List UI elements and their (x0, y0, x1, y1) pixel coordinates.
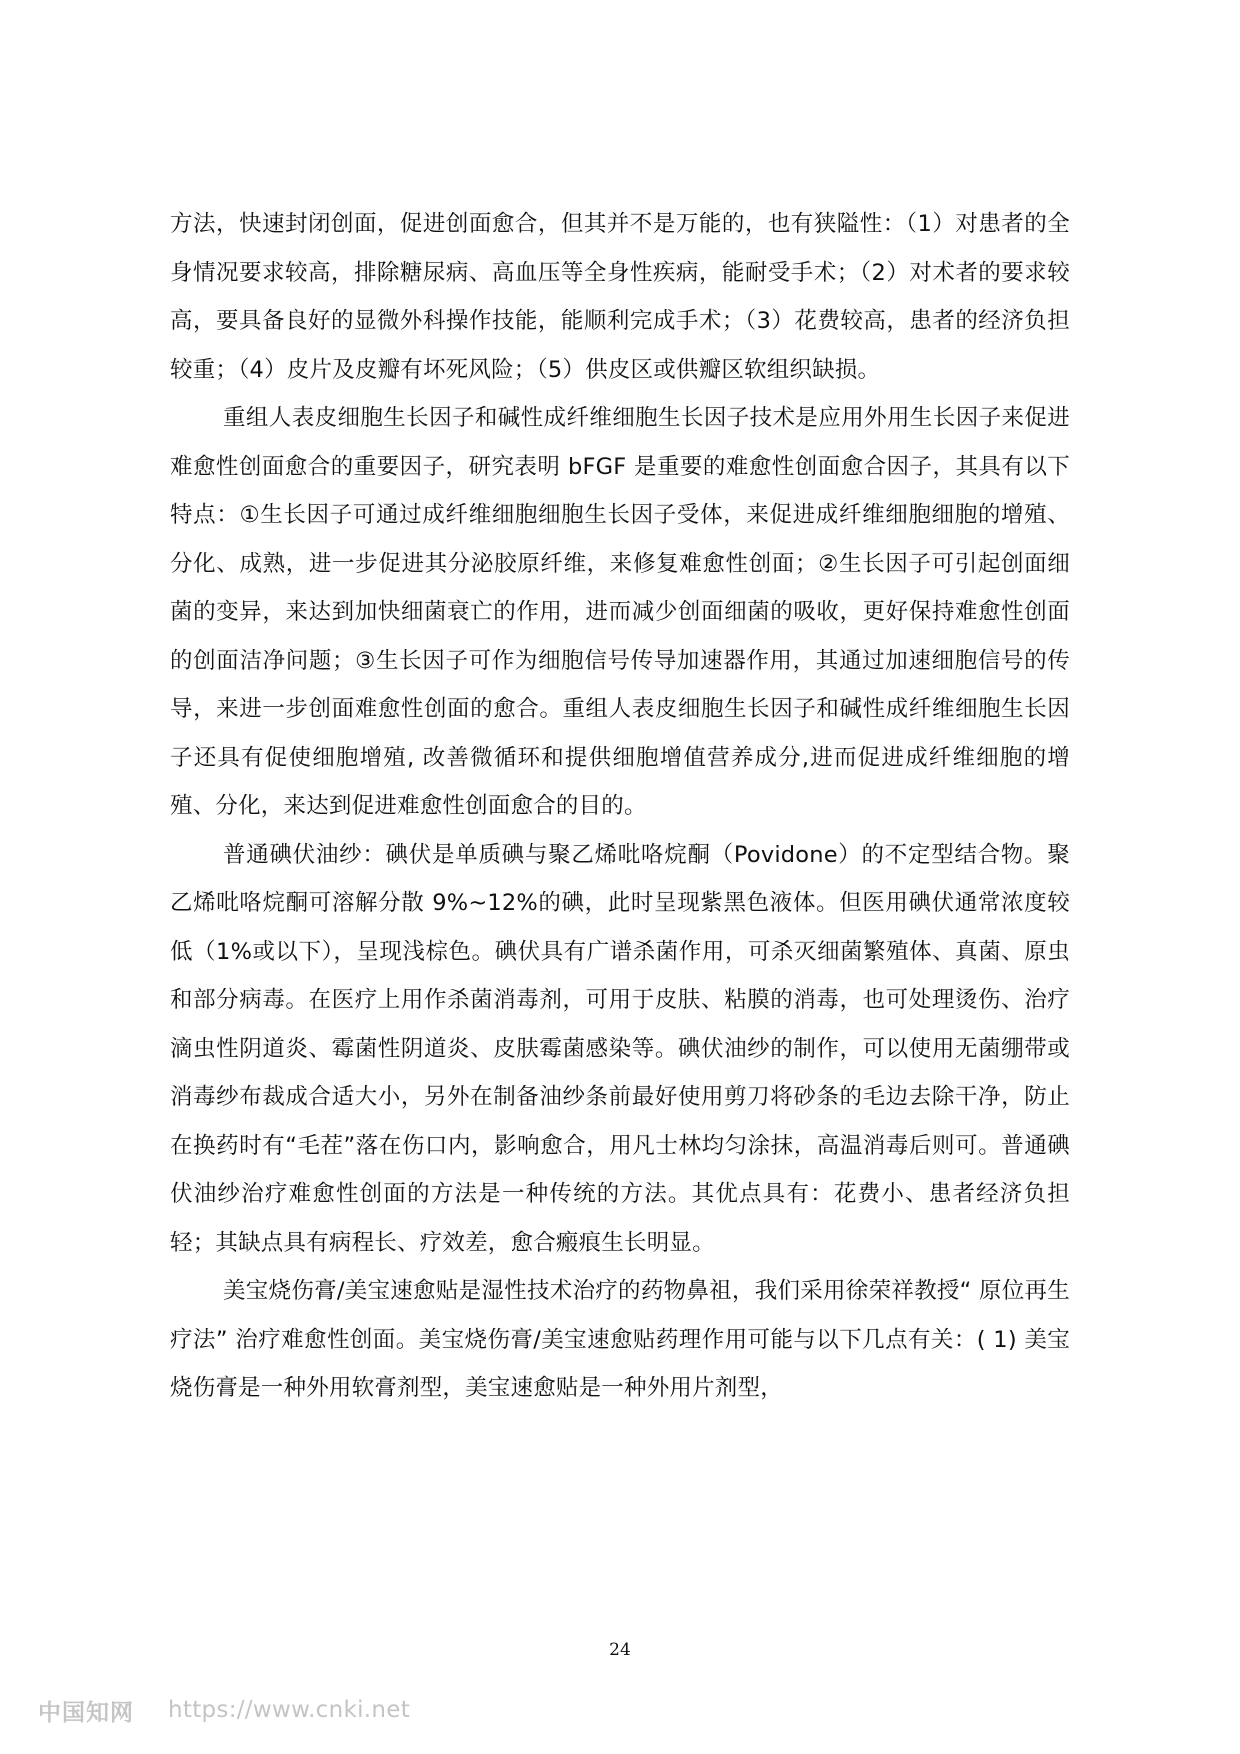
paragraph-growth-factor: 重组人表皮细胞生长因子和碱性成纤维细胞生长因子技术是应用外用生长因子来促进难愈性创面愈合的重要因子，研究表明 bFGF 是重要的难愈性创面愈合因子，其具有以下特点：①生长因子可通过成纤维细胞细胞生长因子受体，来促进成纤维细胞细胞的增殖、分化、成熟，进一步促进其分泌胶原纤维，来修复难愈性创面；②生长因子可引起创面细菌的变异，来达到加快细菌衰亡的作用，进而减少创面细菌的吸收，更好保持难愈性创面的创面洁净问题；③生长因子可作为细胞信号传导加速器作用，其通过加速细胞信号的传导，来进一步创面难愈性创面的愈合。重组人表皮细胞生长因子和碱性成纤维细胞生长因子还具有促使细胞增殖, 改善微循环和提供细胞增值营养成分,进而促进成纤维细胞的增殖、分化，来达到促进难愈性创面愈合的目的。 (170, 405, 1070, 819)
cnki-url-text: https://www.cnki.net (168, 1697, 411, 1723)
page-number: 24 (609, 1640, 631, 1660)
cnki-logo-text: 中国知网 (38, 1699, 134, 1726)
cnki-watermark (38, 1690, 410, 1730)
paragraph-mebo-ointment: 美宝烧伤膏/美宝速愈贴是湿性技术治疗的药物鼻祖，我们采用徐荣祥教授“ 原位再生疗法” 治疗难愈性创面。美宝烧伤膏/美宝速愈贴药理作用可能与以下几点有关：( 1) 美宝烧伤膏是一种外用软膏剂型，美宝速愈贴是一种外用片剂型， (170, 1278, 1070, 1401)
body-text (170, 200, 1070, 1413)
paragraph-iodophor-gauze: 普通碘伏油纱：碘伏是单质碘与聚乙烯吡咯烷酮（Povidone）的不定型结合物。聚乙烯吡咯烷酮可溶解分散 9%~12%的碘，此时呈现紫黑色液体。但医用碘伏通常浓度较低（1%或以下），呈现浅棕色。碘伏具有广谱杀菌作用，可杀灭细菌繁殖体、真菌、原虫和部分病毒。在医疗上用作杀菌消毒剂，可用于皮肤、粘膜的消毒，也可处理烫伤、治疗滴虫性阴道炎、霉菌性阴道炎、皮肤霉菌感染等。碘伏油纱的制作，可以使用无菌绷带或消毒纱布裁成合适大小，另外在制备油纱条前最好使用剪刀将砂条的毛边去除干净，防止在换药时有“毛茬”落在伤口内，影响愈合，用凡士林均匀涂抹，高温消毒后则可。普通碘伏油纱治疗难愈性创面的方法是一种传统的方法。其优点具有：花费小、患者经济负担轻；其缺点具有病程长、疗效差，愈合瘢痕生长明显。 (170, 841, 1070, 1256)
paragraph-flap-surgery-limitations: 方法，快速封闭创面，促进创面愈合，但其并不是万能的，也有狭隘性：（1）对患者的全身情况要求较高，排除糖尿病、高血压等全身性疾病，能耐受手术；（2）对术者的要求较高，要具备良好的显微外科操作技能，能顺利完成手术；（3）花费较高，患者的经济负担较重；（4）皮片及皮瓣有坏死风险；（5）供皮区或供瓣区软组织缺损。 (170, 211, 1070, 383)
